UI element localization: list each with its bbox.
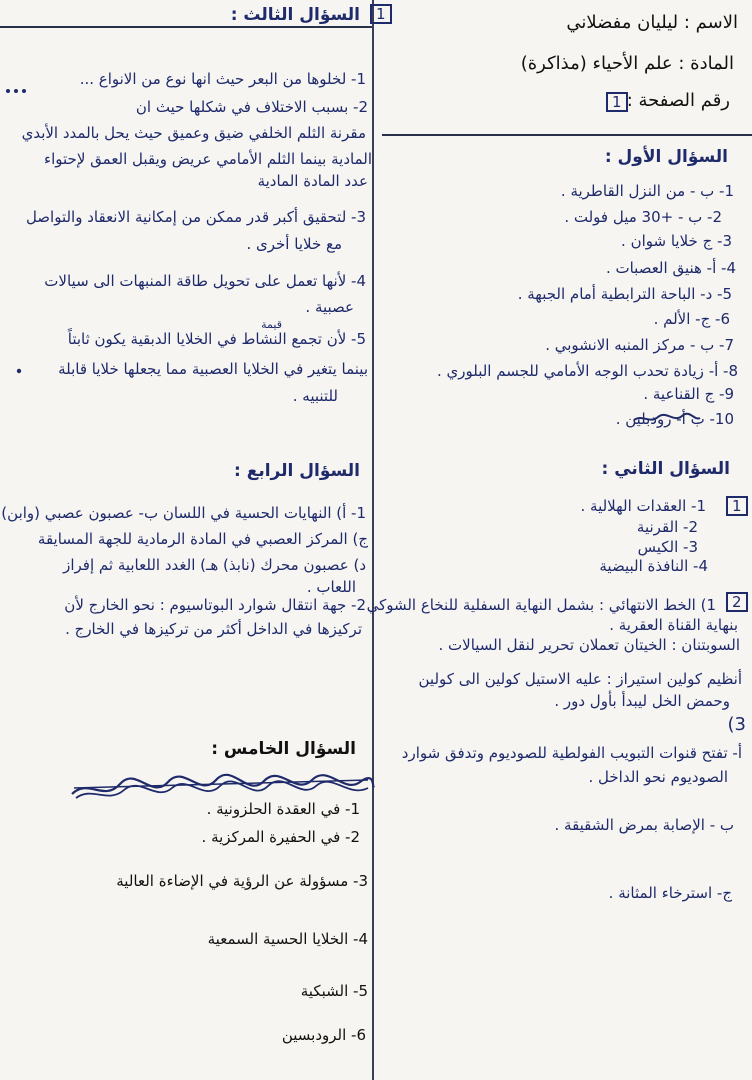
q4-title: السؤال الرابع : [234, 461, 360, 481]
q5-title: السؤال الخامس : [211, 739, 356, 759]
q2-part3-label: 3) [727, 714, 746, 735]
q1-item: 2- ب - +30 ميل فولت . [564, 208, 722, 226]
q3-item: 2- بسبب الاختلاف في شكلها حيث ان [135, 98, 368, 116]
q2-list-item: 1- العقدات الهلالية . [580, 497, 706, 515]
page-label: رقم الصفحة : [626, 90, 730, 111]
q2-list-item: 3- الكيس [637, 538, 698, 556]
q1-item: 10- ب أ- رودبلين . [615, 410, 734, 428]
q1-title: السؤال الأول : [604, 147, 728, 167]
q3-box: 1 [370, 4, 392, 24]
q3-item: عدد المادة المادية [257, 172, 368, 190]
q2-list-item: 4- النافذة البيضية [599, 557, 708, 575]
q2-box-2: 2 [726, 592, 748, 612]
q2-part2-line: أنظيم كولين استيراز : عليه الاستيل كولين الى كولين [418, 670, 742, 688]
q3-title: السؤال الثالث : [230, 5, 360, 25]
crossed-out-scribble [632, 412, 702, 426]
q3-item: للتنبيه . [292, 387, 338, 405]
page-number-box: 1 [606, 92, 628, 112]
q3-item: عصبية . [305, 298, 354, 316]
q1-item: 8- أ- زيادة تحدب الوجه الأمامي للجسم البلوري . [436, 362, 738, 380]
q2-part2-line: وحمض الخل ليبدأ بأول دور . [554, 692, 730, 710]
q1-item: 5- د- الباحة الترابطية أمام الجبهة . [517, 285, 732, 303]
q3-item: 5- لأن تجمع النشاط في الخلايا الدبقية يكون ثابتاً [67, 330, 366, 348]
subject-line: المادة : علم الأحياء (مذاكرة) [520, 53, 734, 74]
q4-item: ج) المركز العصبي في المادة الرمادية للجهة المسايقة [37, 530, 368, 548]
q3-item: مقرنة الثلم الخلفي ضيق وعميق حيث يحل بالمدد الأبدي [21, 124, 366, 142]
q4-item: تركيزها في الداخل أكثر من تركيزها في الخارج . [65, 620, 362, 638]
q4-item: اللعاب . [306, 578, 356, 596]
header-rule [382, 134, 752, 136]
q1-item: 1- ب - من النزل القاطرية . [560, 182, 734, 200]
q2-part2-line: السوبتنان : الخيتان تعملان تحرير لنقل السيالات . [438, 636, 740, 654]
q3-caret-note: قيمة [261, 318, 282, 331]
ink-dots [4, 86, 34, 96]
q4-item: د) عصبون محرك (نابذ) هـ) الغدد اللعابية ثم إفراز [63, 556, 366, 574]
q3-item: مع خلايا أخرى . [246, 235, 342, 253]
q5-item: 2- في الحفيرة المركزية . [201, 828, 360, 846]
q3-item: المادية بينما الثلم الأمامي عريض ويقبل العمق لإحتواء [44, 150, 372, 168]
q3-item: 4- لأنها تعمل على تحويل طاقة المنبهات الى سيالات [44, 272, 366, 290]
q2-title: السؤال الثاني : [601, 459, 730, 479]
q3-item: بينما يتغير في الخلايا العصبية مما يجعلها خلايا قابلة [58, 360, 368, 378]
q2-box-1: 1 [726, 496, 748, 516]
q2-part2-line: بنهاية القناة العقرية . [609, 616, 738, 634]
q2-part3-line: ج- استرخاء المثانة . [608, 884, 732, 902]
q2-part3-line: الصوديوم نحو الداخل . [588, 768, 728, 786]
student-name: الاسم : ليليان مفضلاني [566, 12, 738, 33]
top-rule [0, 26, 372, 28]
q3-item: 1- لخلوها من البعر حيث انها نوع من الانواع ... [79, 70, 366, 88]
q5-item: 3- مسؤولة عن الرؤية في الإضاءة العالية [116, 872, 368, 890]
q2-part3-line: ب - الإصابة بمرض الشقيقة . [554, 816, 734, 834]
q1-item: 7- ب - مركز المنبه الانشوبي . [545, 336, 734, 354]
q2-part2-line: 1) الخط الانتهائي : بشمل النهاية السفلية للنخاع الشوكي [366, 596, 716, 614]
ink-dots [14, 366, 28, 376]
q1-item: 6- ج- الألم . [653, 310, 730, 328]
q2-list-item: 2- القرنية [636, 518, 698, 536]
q5-item: 4- الخلايا الحسية السمعية [207, 930, 368, 948]
q4-item: 2- جهة انتقال شوارد البوتاسيوم : نحو الخارج لأن [64, 596, 366, 614]
q2-part3-line: أ- تفتح قنوات التبويب الفولطية للصوديوم وتدفق شوارد [401, 744, 742, 762]
q1-item: 4- أ- هنيق العصبات . [605, 259, 736, 277]
q1-item: 3- ج خلايا شوان . [621, 232, 732, 250]
q5-item: 1- في العقدة الحلزونية . [206, 800, 360, 818]
q3-item: 3- لتحقيق أكبر قدر ممكن من إمكانية الانعقاد والتواصل [25, 208, 366, 226]
q5-item: 6- الرودبسين [281, 1026, 366, 1044]
q1-item: 9- ج القناعية . [643, 385, 734, 403]
q5-item: 5- الشبكية [300, 982, 368, 1000]
q4-item: 1- أ) النهايات الحسية في اللسان ب- عصبون عصبي (وابن) [1, 504, 366, 522]
column-divider [372, 0, 374, 1080]
